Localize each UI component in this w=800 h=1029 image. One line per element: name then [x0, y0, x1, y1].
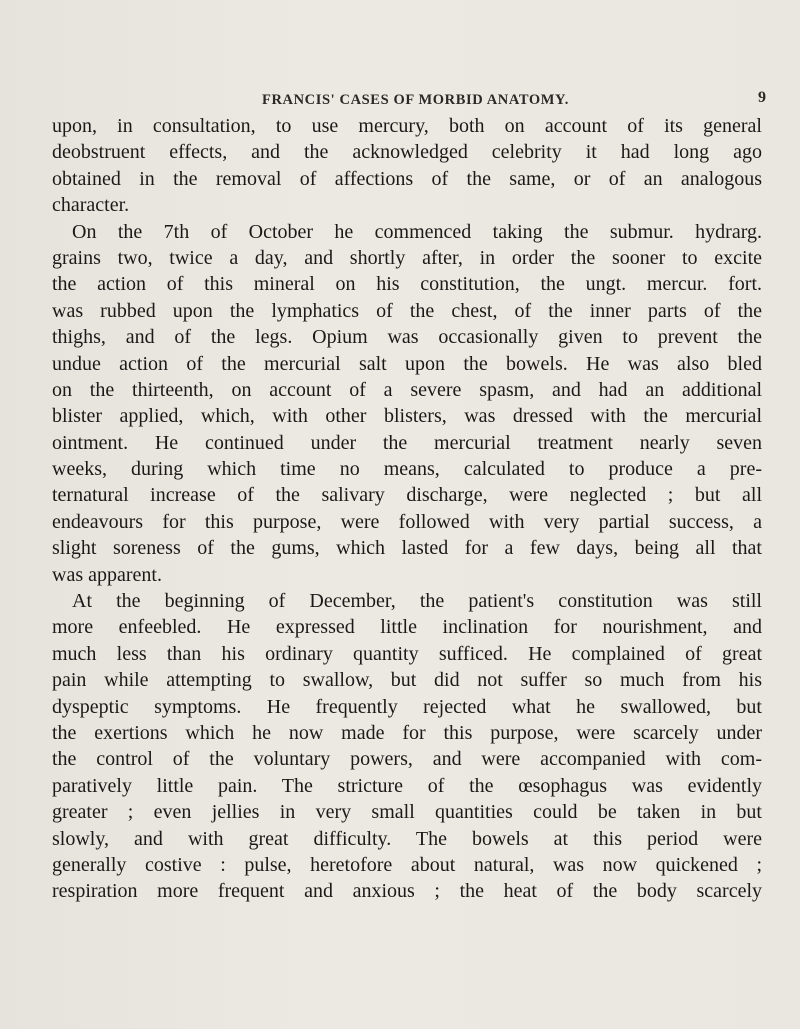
- text-line: ternatural increase of the salivary discharge, were neglected ; but all: [52, 484, 762, 507]
- text-line: generally costive : pulse, heretofore about natural, was now quickened ;: [52, 853, 762, 876]
- text-line: was rubbed upon the lymphatics of the chest, of the inner parts of the: [52, 299, 762, 322]
- text-line: on the thirteenth, on account of a severe spasm, and had an additional: [52, 378, 762, 401]
- paragraph: [52, 219, 762, 588]
- text-line: respiration more frequent and anxious ; the heat of the body scarcely: [52, 880, 762, 903]
- text-line: On the 7th of October he commenced taking the submur. hydrarg.: [72, 220, 762, 243]
- text-line: thighs, and of the legs. Opium was occasionally given to prevent the: [52, 326, 762, 349]
- text-line: weeks, during which time no means, calculated to produce a pre-: [52, 458, 762, 481]
- text-line: more enfeebled. He expressed little inclination for nourishment, and: [52, 616, 762, 639]
- body-text: [52, 113, 762, 905]
- text-line: obtained in the removal of affections of the same, or of an analogous: [52, 167, 762, 190]
- text-line: the exertions which he now made for this purpose, were scarcely under: [52, 721, 762, 744]
- text-line: character.: [52, 194, 130, 217]
- text-line: slowly, and with great difficulty. The bowels at this period were: [52, 827, 762, 850]
- text-line: deobstruent effects, and the acknowledged celebrity it had long ago: [52, 141, 762, 164]
- paragraph: [52, 113, 762, 219]
- text-line: ointment. He continued under the mercurial treatment nearly seven: [52, 431, 762, 454]
- text-line: endeavours for this purpose, were followed with very partial success, a: [52, 510, 762, 533]
- text-line: much less than his ordinary quantity sufficed. He complained of great: [52, 642, 762, 665]
- page-number: 9: [758, 89, 766, 106]
- text-line: undue action of the mercurial salt upon the bowels. He was also bled: [52, 352, 762, 375]
- text-line: the control of the voluntary powers, and were accompanied with com-: [52, 748, 762, 771]
- text-line: the action of this mineral on his constitution, the ungt. mercur. fort.: [52, 273, 762, 296]
- text-line: upon, in consultation, to use mercury, both on account of its general: [52, 115, 762, 137]
- text-line: greater ; even jellies in very small quantities could be taken in but: [52, 801, 762, 824]
- text-line: dyspeptic symptoms. He frequently rejected what he swallowed, but: [52, 695, 762, 718]
- text-line: blister applied, which, with other blisters, was dressed with the mercurial: [52, 405, 762, 428]
- text-line: pain while attempting to swallow, but did not suffer so much from his: [52, 669, 762, 692]
- text-line: At the beginning of December, the patient's constitution was still: [72, 590, 762, 613]
- text-line: grains two, twice a day, and shortly after, in order the sooner to excite: [52, 246, 762, 269]
- text-line: paratively little pain. The stricture of the œsophagus was evidently: [52, 774, 762, 797]
- text-line: slight soreness of the gums, which lasted for a few days, being all that: [52, 537, 762, 560]
- paragraph: [52, 588, 762, 905]
- running-head: FRANCIS' CASES OF MORBID ANATOMY.: [262, 92, 570, 108]
- text-line: was apparent.: [52, 563, 162, 586]
